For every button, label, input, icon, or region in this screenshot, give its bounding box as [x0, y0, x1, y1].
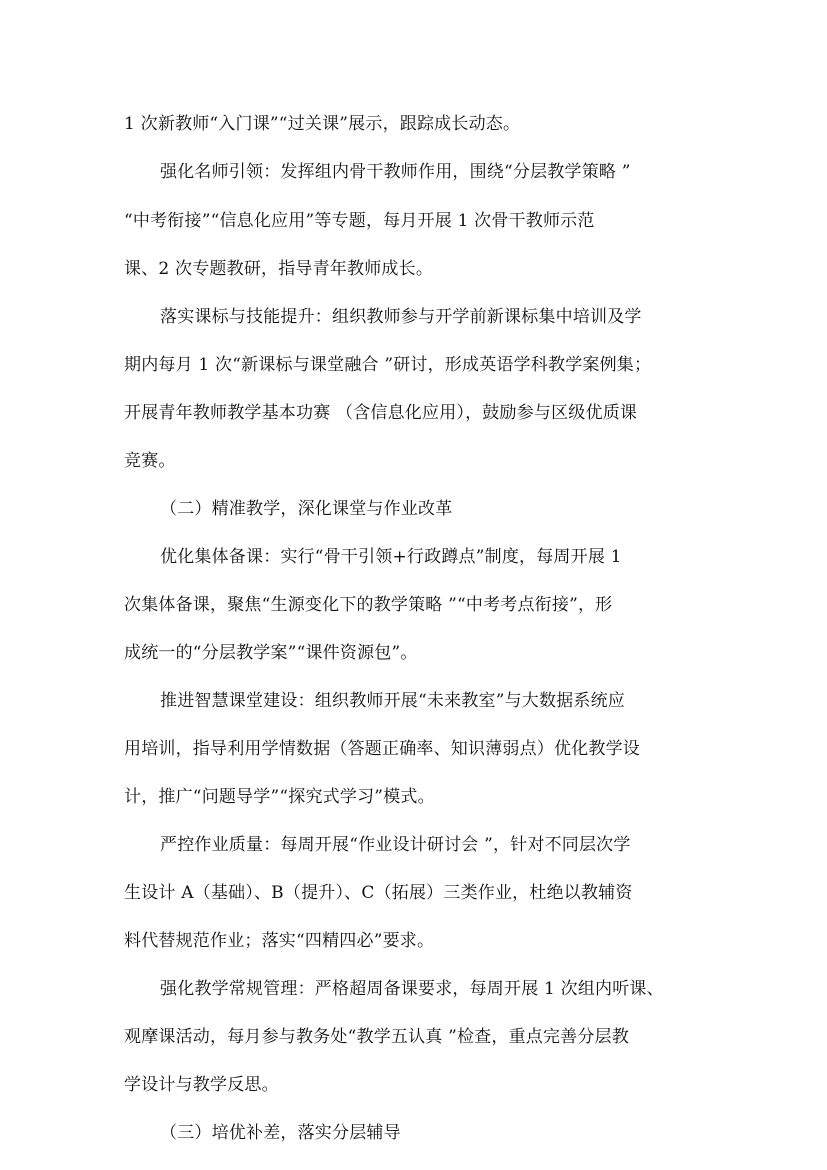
paragraph-line: 期内每月 1 次“新课标与课堂融合 ”研讨，形成英语学科教学案例集； — [124, 355, 652, 375]
paragraph-line: 观摩课活动，每月参与教务处“教学五认真 ”检查，重点完善分层教 — [124, 1027, 629, 1047]
paragraph-line: 学设计与教学反思。 — [124, 1075, 279, 1095]
paragraph-line: 次集体备课，聚焦“生源变化下的教学策略 ”“中考考点衔接”，形 — [124, 595, 613, 615]
paragraph-line: 落实课标与技能提升：组织教师参与开学前新课标集中培训及学 — [160, 307, 642, 327]
paragraph-line: “中考衔接”“信息化应用”等专题，每月开展 1 次骨干教师示范 — [124, 211, 595, 231]
paragraph-line: 成统一的“分层教学案”“课件资源包”。 — [124, 643, 418, 663]
paragraph-line: 严控作业质量：每周开展“作业设计研讨会 ”，针对不同层次学 — [160, 835, 631, 855]
paragraph-line: 料代替规范作业；落实“四精四必”要求。 — [124, 931, 435, 951]
paragraph-line: 课、2 次专题教研，指导青年教师成长。 — [124, 259, 434, 279]
paragraph-line: 计，推广“问题导学”“探究式学习”模式。 — [124, 787, 435, 807]
paragraph-line: 强化教学常规管理：严格超周备课要求，每周开展 1 次组内听课、 — [160, 979, 664, 999]
paragraph-line: 强化名师引领：发挥组内骨干教师作用，围绕“分层教学策略 ” — [160, 162, 631, 182]
section-heading: （三）培优补差，落实分层辅导 — [160, 1123, 401, 1143]
paragraph-line: 生设计 A（基础）、B（提升）、C（拓展）三类作业，杜绝以教辅资 — [124, 883, 633, 903]
paragraph-line: 推进智慧课堂建设：组织教师开展“未来教室”与大数据系统应 — [160, 691, 625, 711]
paragraph-line: 用培训，指导利用学情数据（答题正确率、知识薄弱点）优化教学设 — [124, 739, 640, 759]
paragraph-line: 1 次新教师“入门课”“过关课”展示，跟踪成长动态。 — [124, 114, 521, 134]
paragraph-line: 优化集体备课：实行“骨干引领+行政蹲点”制度，每周开展 1 — [160, 547, 622, 567]
paragraph-line: 开展青年教师教学基本功赛 （含信息化应用），鼓励参与区级优质课 — [124, 403, 638, 423]
paragraph-line: 竞赛。 — [124, 451, 176, 471]
section-heading: （二）精准教学，深化课堂与作业改革 — [160, 499, 453, 519]
